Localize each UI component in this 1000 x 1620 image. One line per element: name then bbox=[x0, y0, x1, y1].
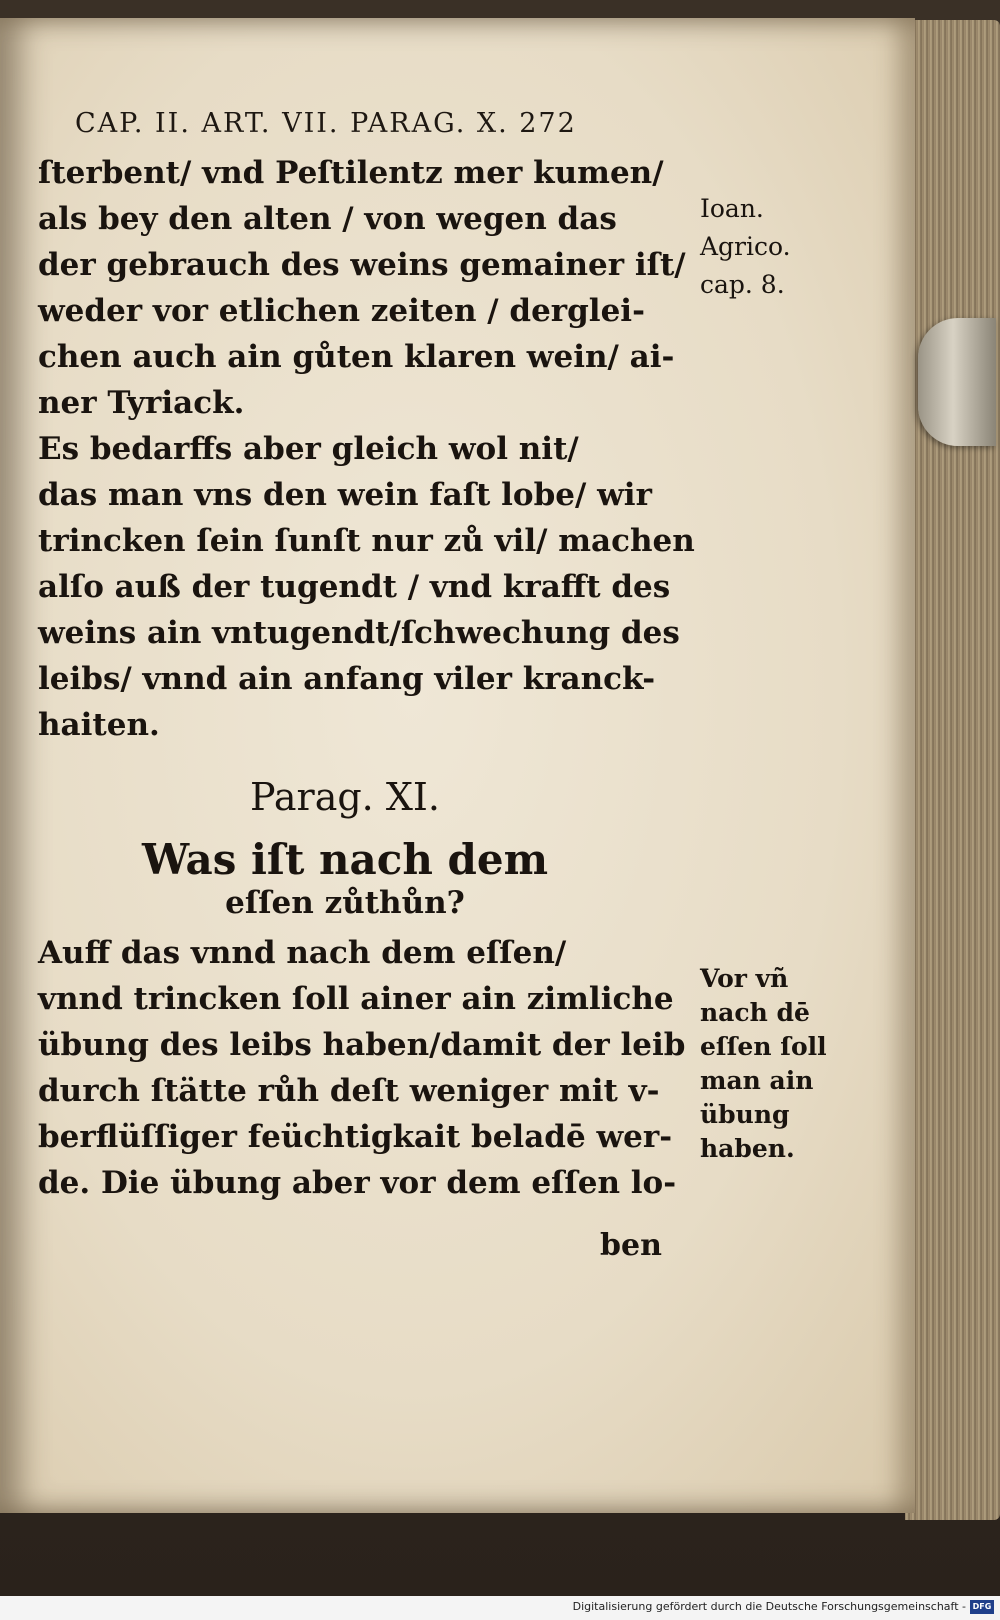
text-line: vnnd trincken ſoll ainer ain zimliche bbox=[38, 981, 674, 1017]
text-line: das man vns den wein faſt lobe/ wir bbox=[38, 477, 652, 513]
text-line: trincken ſein ſunſt nur zů vil/ machen bbox=[38, 523, 695, 559]
text-line: ſterbent/ vnd Peſtilentz mer kumen/ bbox=[38, 155, 664, 191]
text-line: Es bedarffs aber gleich wol nit/ bbox=[38, 431, 579, 467]
text-line: weins ain vntugendt/ſchwechung des bbox=[38, 615, 680, 651]
margin-note-line: übung bbox=[700, 1100, 790, 1129]
digitization-footer bbox=[0, 1596, 1000, 1620]
section-subtitle: eſſen zůthůn? bbox=[225, 885, 465, 921]
paragraph-heading: Parag. XI. bbox=[250, 775, 440, 819]
text-line: de. Die übung aber vor dem eſſen lo- bbox=[38, 1165, 677, 1201]
text-line: weder vor etlichen zeiten / derglei- bbox=[38, 293, 645, 329]
book-fore-edge bbox=[905, 20, 1000, 1520]
margin-note-line: Vor vñ bbox=[700, 964, 789, 993]
margin-note-summary bbox=[700, 962, 827, 1166]
text-line: leibs/ vnnd ain anfang viler kranck- bbox=[38, 661, 656, 697]
text-line: alſo auß der tugendt / vnd krafft des bbox=[38, 569, 671, 605]
body-text-block-2 bbox=[38, 930, 688, 1206]
margin-note-line: cap. 8. bbox=[700, 270, 785, 299]
dfg-logo: DFG bbox=[970, 1600, 994, 1614]
margin-note-line: haben. bbox=[700, 1134, 795, 1163]
text-line: haiten. bbox=[38, 707, 160, 743]
text-line: berflüſſiger feüchtigkait beladē wer- bbox=[38, 1119, 673, 1155]
margin-note-line: nach dē bbox=[700, 998, 810, 1027]
margin-note-line: Agrico. bbox=[700, 232, 791, 261]
margin-note-line: Ioan. bbox=[700, 194, 764, 223]
running-head: CAP. II. ART. VII. PARAG. X. 272 bbox=[75, 108, 577, 139]
text-line: chen auch ain gůten klaren wein/ ai- bbox=[38, 339, 675, 375]
section-title: Was iſt nach dem bbox=[141, 835, 549, 884]
margin-note-reference bbox=[700, 190, 791, 304]
text-line: als bey den alten / von wegen das bbox=[38, 201, 617, 237]
text-line: ner Tyriack. bbox=[38, 385, 245, 421]
footer-credit: Digitalisierung gefördert durch die Deutsche Forschungsgemeinschaft - bbox=[572, 1600, 966, 1613]
text-line: übung des leibs haben/damit der leib bbox=[38, 1027, 686, 1063]
text-line: Auff das vnnd nach dem eſſen/ bbox=[38, 935, 567, 971]
text-line: der gebrauch des weins gemainer iſt/ bbox=[38, 247, 686, 283]
body-text-block-1 bbox=[38, 150, 695, 748]
text-line: durch ſtätte růh deſt weniger mit v- bbox=[38, 1073, 660, 1109]
catchword: ben bbox=[600, 1228, 662, 1263]
margin-note-line: man ain bbox=[700, 1066, 814, 1095]
margin-note-line: eſſen ſoll bbox=[700, 1032, 827, 1061]
page-clip bbox=[918, 318, 996, 446]
